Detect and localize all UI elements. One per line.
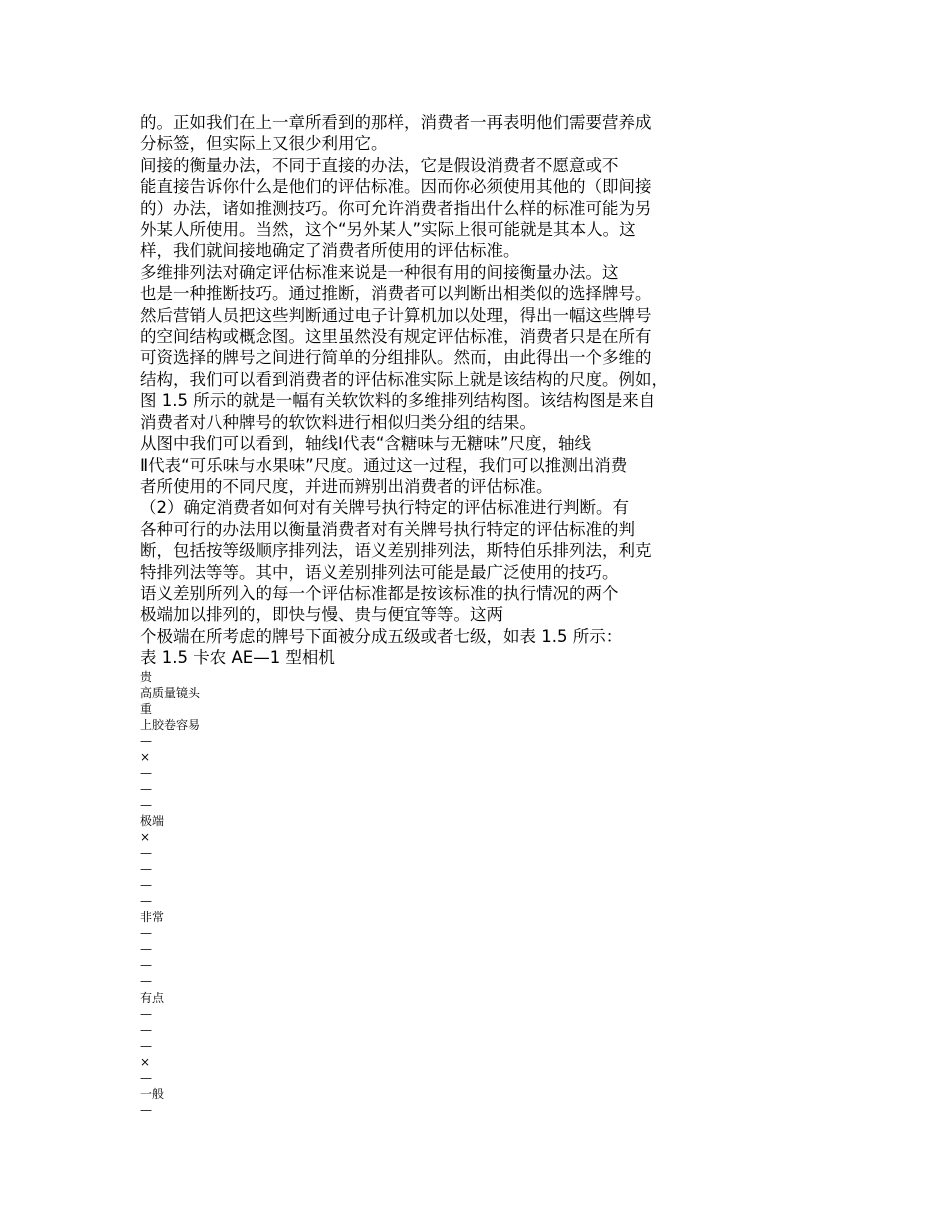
text-line: 消费者对八种牌号的软饮料进行相似归类分组的结果。 xyxy=(140,412,536,432)
text-line: 样，我们就间接地确定了消费者所使用的评估标准。 xyxy=(140,241,520,261)
text-line: 外某人所使用。当然，这个“另外某人”实际上很可能就是其本人。这 xyxy=(140,220,636,240)
text-line: （2）确定消费者如何对有关牌号执行特定的评估标准进行判断。有 xyxy=(140,498,629,518)
paragraph xyxy=(140,433,740,497)
text-line: Ⅱ代表“可乐味与水果味”尺度。通过这一过程，我们可以推测出消费 xyxy=(140,455,628,475)
text-line: 的。正如我们在上一章所看到的那样，消费者一再表明他们需要营养成 xyxy=(140,113,652,132)
table-cell: 重 xyxy=(140,701,153,716)
table-cell: — xyxy=(140,797,152,812)
paragraph xyxy=(140,497,740,583)
text-line: 断，包括按等级顺序排列法，语义差别排列法，斯特伯乐排列法，利克 xyxy=(140,541,652,561)
table-cell: × xyxy=(140,1054,151,1069)
table-cell: — xyxy=(140,781,152,796)
table-cell: — xyxy=(140,1070,152,1085)
table-cell: 上胶卷容易 xyxy=(140,717,201,732)
table-cell: × xyxy=(140,749,151,764)
table-cell: 极端 xyxy=(140,813,165,828)
table-cell: × xyxy=(140,830,151,845)
text-line: 语义差别所列入的每一个评估标准都是按该标准的执行情况的两个 xyxy=(140,583,619,603)
table-cell: — xyxy=(140,765,152,780)
paragraph xyxy=(140,262,740,433)
text-line: 极端加以排列的，即快与慢、贵与便宜等等。这两 xyxy=(140,605,503,625)
table-cell: — xyxy=(140,974,152,989)
table-cell: — xyxy=(140,958,152,973)
text-line: 图 1.5 所示的就是一幅有关软饮料的多维排列结构图。该结构图是来自 xyxy=(140,391,656,411)
text-line: 分标签，但实际上又很少利用它。 xyxy=(140,134,388,154)
table-cell: — xyxy=(140,1038,152,1053)
text-line: 各种可行的办法用以衡量消费者对有关牌号执行特定的评估标准的判 xyxy=(140,519,635,539)
table-cell: — xyxy=(140,1022,152,1037)
paragraph xyxy=(140,583,740,647)
text-line: 结构，我们可以看到消费者的评估标准实际上就是该结构的尺度。例如， xyxy=(140,369,668,389)
paragraph xyxy=(140,112,740,155)
paragraph xyxy=(140,155,740,262)
body-text xyxy=(140,112,740,647)
table-cell: 贵 xyxy=(140,669,153,684)
table-cell: — xyxy=(140,1102,152,1117)
table-cells xyxy=(140,669,740,1118)
table-cell: — xyxy=(140,1006,152,1021)
text-line: 能直接告诉你什么是他们的评估标准。因而你必须使用其他的（即间接 xyxy=(140,177,652,197)
table-cell: — xyxy=(140,894,152,909)
text-line: 的空间结构或概念图。这里虽然没有规定评估标准，消费者只是在所有 xyxy=(140,327,652,347)
text-line: 可资选择的牌号之间进行简单的分组排队。然而，由此得出一个多维的 xyxy=(140,348,652,368)
table-cell: — xyxy=(140,878,152,893)
table-cell: — xyxy=(140,926,152,941)
text-line: 从图中我们可以看到，轴线Ⅰ代表“含糖味与无糖味”尺度，轴线 xyxy=(140,434,591,454)
text-line: 也是一种推断技巧。通过推断，消费者可以判断出相类似的选择牌号。 xyxy=(140,284,652,304)
table-cell: — xyxy=(140,733,152,748)
text-line: 然后营销人员把这些判断通过电子计算机加以处理，得出一幅这些牌号 xyxy=(140,305,652,325)
table-cell: — xyxy=(140,846,152,861)
table-cell: — xyxy=(140,942,152,957)
text-line: 的）办法，诸如推测技巧。你可允许消费者指出什么样的标准可能为另 xyxy=(140,198,652,218)
text-line: 者所使用的不同尺度，并进而辨别出消费者的评估标准。 xyxy=(140,476,553,496)
table-cell: 有点 xyxy=(140,990,165,1005)
text-line: 间接的衡量办法，不同于直接的办法，它是假设消费者不愿意或不 xyxy=(140,155,619,175)
table-caption: 表 1.5 卡农 AE—1 型相机 xyxy=(140,648,335,668)
text-line: 特排列法等等。其中，语义差别排列法可能是最广泛使用的技巧。 xyxy=(140,562,619,582)
document-page xyxy=(140,112,740,1118)
text-line: 个极端在所考虑的牌号下面被分成五级或者七级，如表 1.5 所示： xyxy=(140,626,623,646)
table-cell: — xyxy=(140,862,152,877)
table-cell: 高质量镜头 xyxy=(140,685,201,700)
table-cell: 一般 xyxy=(140,1086,165,1101)
table-cell: 非常 xyxy=(140,910,165,925)
text-line: 多维排列法对确定评估标准来说是一种很有用的间接衡量办法。这 xyxy=(140,262,619,282)
